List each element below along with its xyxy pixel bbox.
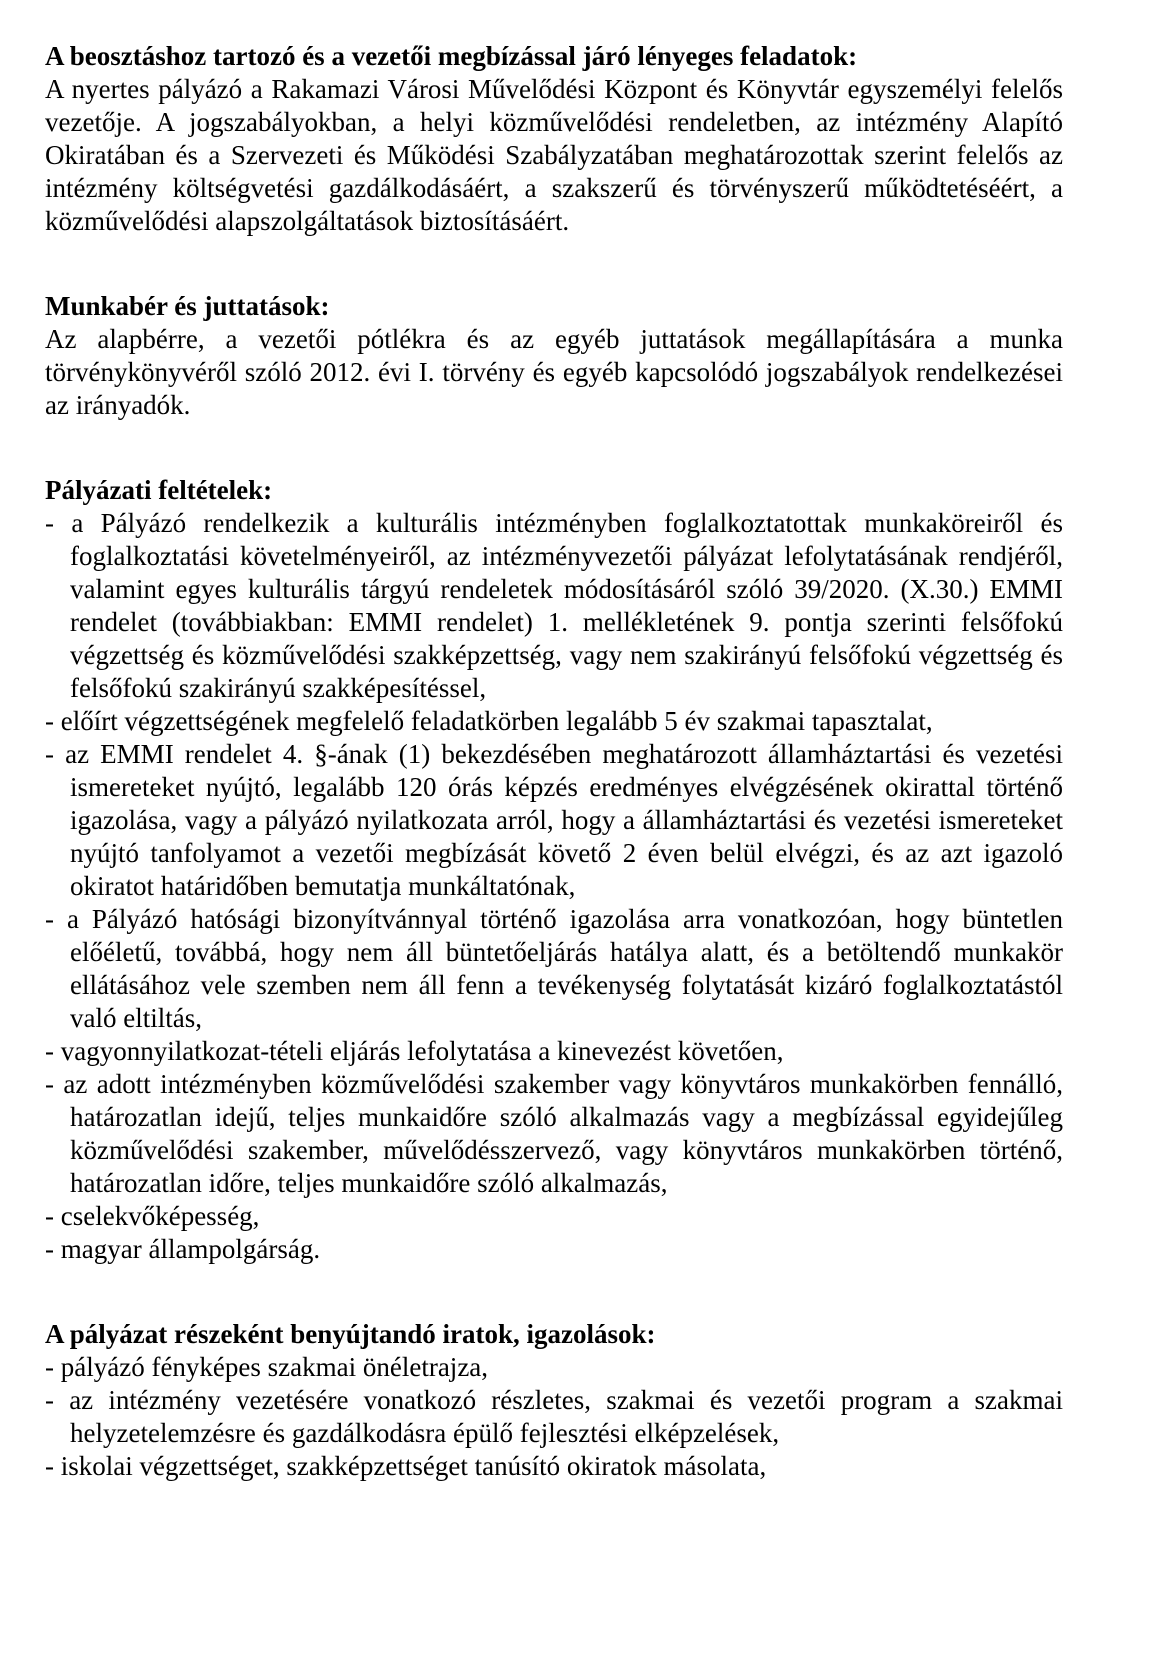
requirement-item: - a Pályázó rendelkezik a kulturális intézményben foglalkoztatottak munkaköreiről és foglalkoztatási követelményeiről, az intézményvezetői pályázat lefolytatásának rendjéről, valamint egyes kulturális tárgyú rendeletek módosításáról szóló 39/2020. (X.30.) EMMI rendelet (továbbiakban: EMMI rendelet) 1. mellékletének 9. pontja szerinti felsőfokú végzettség és közművelődési szakképzettség, vagy nem szakirányú felsőfokú végzettség és felsőfokú szakirányú szakképesítéssel, [45, 507, 1063, 705]
requirement-item: - előírt végzettségének megfelelő feladatkörben legalább 5 év szakmai tapasztalat, [45, 705, 1063, 738]
required-documents-list [45, 1351, 1063, 1483]
requirements-list [45, 507, 1063, 1266]
section-requirements [45, 474, 1063, 1266]
section-duties [45, 40, 1063, 238]
document-item: - az intézmény vezetésére vonatkozó részletes, szakmai és vezetői program a szakmai helyzetelemzésre és gazdálkodásra épülő fejlesztési elképzelések, [45, 1384, 1063, 1450]
requirement-item: - az adott intézményben közművelődési szakember vagy könyvtáros munkakörben fennálló, határozatlan idejű, teljes munkaidőre szóló alkalmazás vagy a megbízással egyidejűleg közművelődési szakember, művelődésszervező, vagy könyvtáros munkakörben történő, határozatlan időre, teljes munkaidőre szóló alkalmazás, [45, 1068, 1063, 1200]
document-item: - pályázó fényképes szakmai önéletrajza, [45, 1351, 1063, 1384]
section-required-documents [45, 1318, 1063, 1483]
requirements-heading: Pályázati feltételek: [45, 475, 273, 505]
requirement-item: - az EMMI rendelet 4. §-ának (1) bekezdésében meghatározott államháztartási és vezetési ismereteket nyújtó, legalább 120 órás képzés eredményes elvégzésének okirattal történő igazolása, vagy a pályázó nyilatkozata arról, hogy a államháztartási és vezetési ismereteket nyújtó tanfolyamot a vezetői megbízását követő 2 éven belül elvégzi, és az azt igazoló okiratot határidőben bemutatja munkáltatónak, [45, 738, 1063, 903]
section-compensation [45, 290, 1063, 422]
requirement-item: - cselekvőképesség, [45, 1200, 1063, 1233]
document-item: - iskolai végzettséget, szakképzettséget tanúsító okiratok másolata, [45, 1450, 1063, 1483]
duties-heading: A beosztáshoz tartozó és a vezetői megbízással járó lényeges feladatok: [45, 41, 858, 71]
requirement-item: - magyar állampolgárság. [45, 1233, 1063, 1266]
duties-paragraph: A nyertes pályázó a Rakamazi Városi Művelődési Központ és Könyvtár egyszemélyi felelős vezetője. A jogszabályokban, a helyi közművelődési rendeletben, az intézmény Alapító Okiratában és a Szervezeti és Működési Szabályzatában meghatározottak szerint felelős az intézmény költségvetési gazdálkodásáért, a szakszerű és törvényszerű működtetéséért, a közművelődési alapszolgáltatások biztosításáért. [45, 74, 1063, 236]
requirement-item: - vagyonnyilatkozat-tételi eljárás lefolytatása a kinevezést követően, [45, 1035, 1063, 1068]
requirement-item: - a Pályázó hatósági bizonyítvánnyal történő igazolása arra vonatkozóan, hogy büntetlen előéletű, továbbá, hogy nem áll büntetőeljárás hatálya alatt, és a betöltendő munkakör ellátásához vele szemben nem áll fenn a tevékenység folytatását kizáró foglalkoztatástól való eltiltás, [45, 903, 1063, 1035]
required-documents-heading: A pályázat részeként benyújtandó iratok, igazolások: [45, 1319, 656, 1349]
compensation-heading: Munkabér és juttatások: [45, 291, 330, 321]
compensation-paragraph: Az alapbérre, a vezetői pótlékra és az egyéb juttatások megállapítására a munka törvénykönyvéről szóló 2012. évi I. törvény és egyéb kapcsolódó jogszabályok rendelkezései az irányadók. [45, 324, 1063, 420]
